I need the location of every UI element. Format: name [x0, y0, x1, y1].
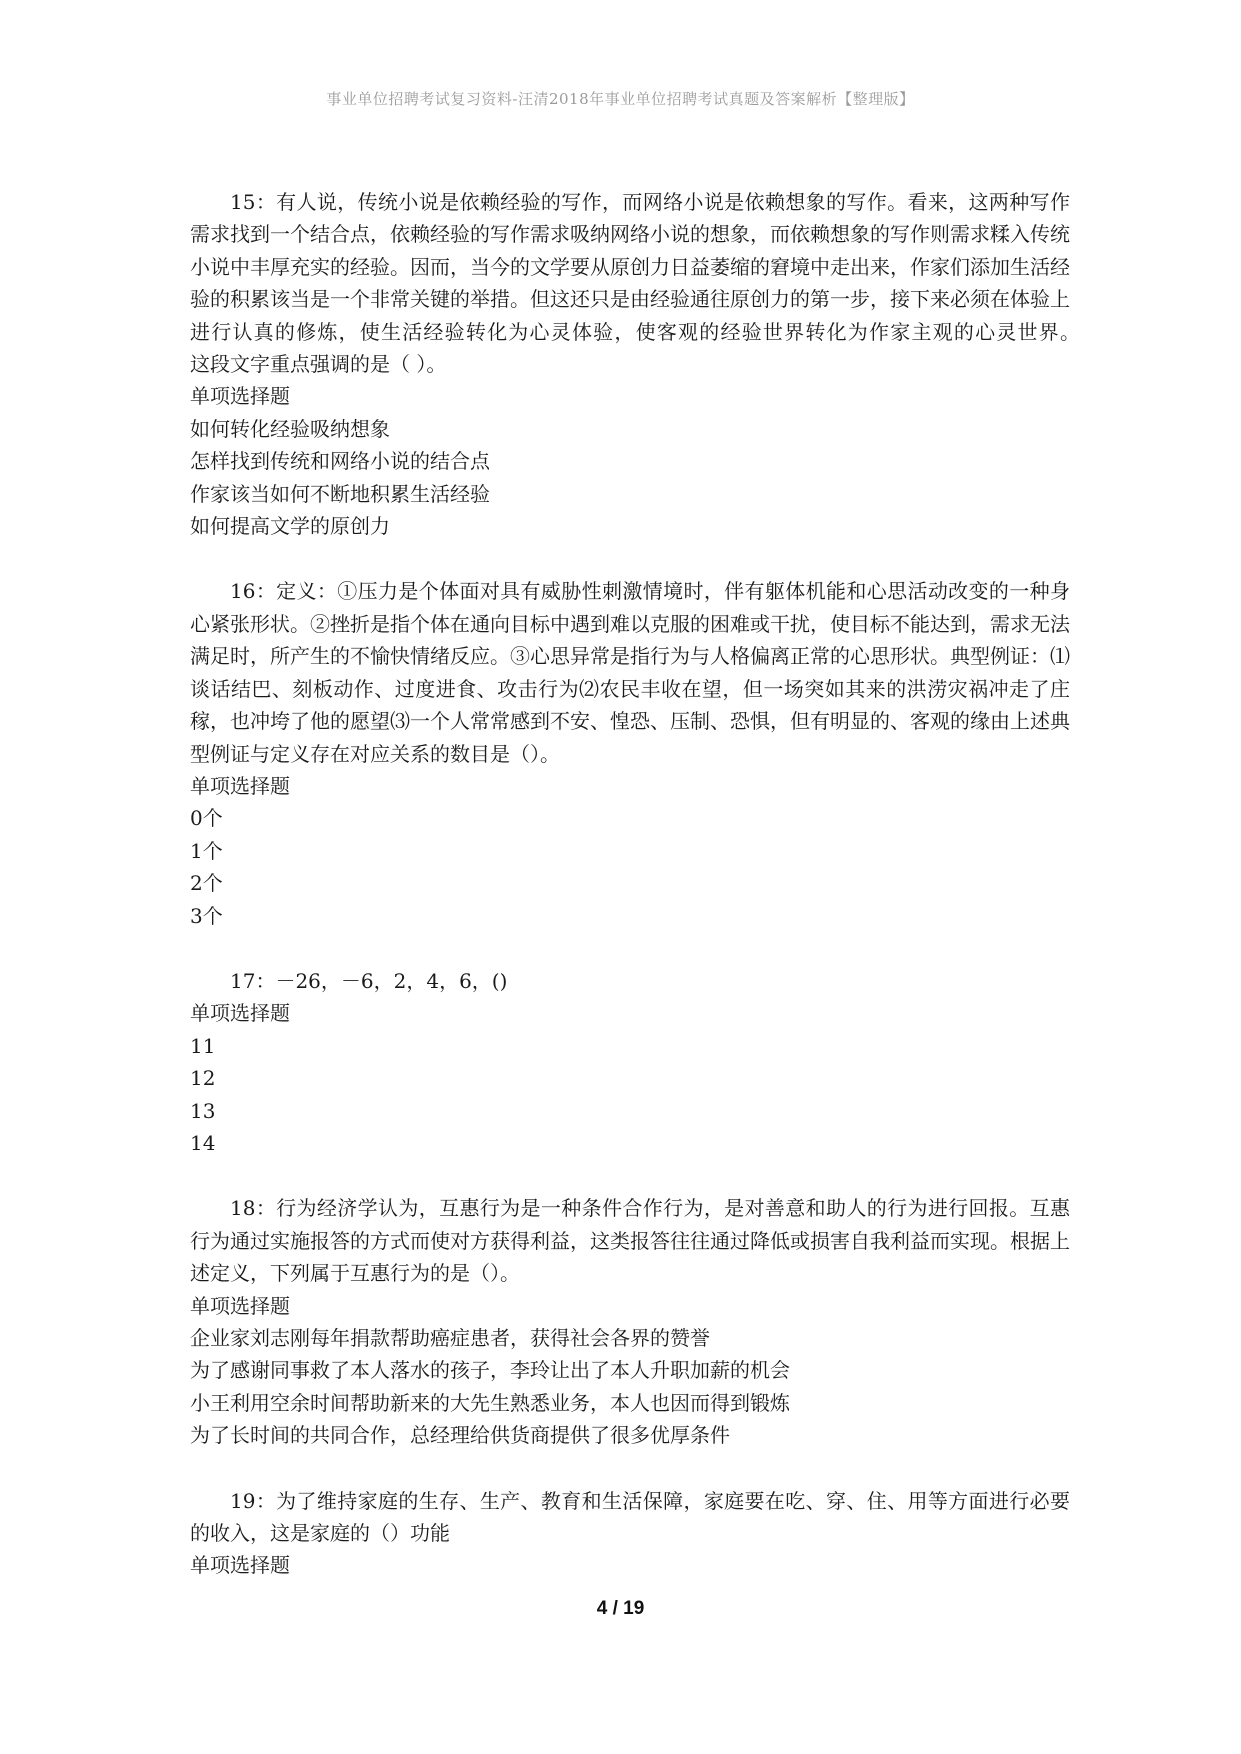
question-type: 单项选择题 — [190, 1293, 290, 1318]
document-body — [190, 186, 1110, 1615]
option: 小王利用空余时间帮助新来的大先生熟悉业务，本人也因而得到锻炼 — [190, 1390, 790, 1415]
question-stem: 15：有人说，传统小说是依赖经验的写作，而网络小说是依赖想象的写作。看来，这两种写作需求找到一个结合点，依赖经验的写作需求吸纳网络小说的想象，而依赖想象的写作则需求糅入传统小说中丰厚充实的经验。因而，当今的文学要从原创力日益萎缩的窘境中走出来，作家们添加生活经验的积累该当是一个非常关键的举措。但这还只是由经验通往原创力的第一步，接下来必须在体验上进行认真的修炼，使生活经验转化为心灵体验，使客观的经验世界转化为作家主观的心灵世界。 这段文字重点强调的是（ ）。 — [190, 190, 1110, 377]
option: 14 — [190, 1130, 216, 1155]
question-19 — [190, 1485, 1070, 1582]
option: 2个 — [190, 871, 223, 896]
option: 为了感谢同事救了本人落水的孩子，李玲让出了本人升职加薪的机会 — [190, 1358, 790, 1383]
option: 1个 — [190, 838, 223, 863]
option: 怎样找到传统和网络小说的结合点 — [190, 449, 490, 474]
question-15 — [190, 186, 1110, 542]
question-16 — [190, 575, 1070, 931]
question-stem: 19：为了维持家庭的生存、生产、教育和生活保障，家庭要在吃、穿、住、用等方面进行必要的收入，这是家庭的（）功能 — [190, 1488, 1070, 1546]
option: 3个 — [190, 903, 223, 928]
question-17 — [190, 965, 1070, 1159]
option: 如何提高文学的原创力 — [190, 514, 390, 539]
option: 13 — [190, 1098, 216, 1123]
question-stem: 16：定义：①压力是个体面对具有威胁性刺激情境时，伴有躯体机能和心思活动改变的一种身心紧张形状。②挫折是指个体在通向目标中遇到难以克服的困难或干扰，使目标不能达到，需求无法满足时，所产生的不愉快情绪反应。③心思异常是指行为与人格偏离正常的心思形状。典型例证：⑴谈话结巴、刻板动作、过度进食、攻击行为⑵农民丰收在望，但一场突如其来的洪涝灾祸冲走了庄稼，也冲垮了他的愿望⑶一个人常常感到不安、惶恐、压制、恐惧，但有明显的、客观的缘由上述典型例证与定义存在对应关系的数目是（）。 — [190, 579, 1070, 766]
option: 0个 — [190, 806, 223, 831]
page-header: 事业单位招聘考试复习资料-汪清2018年事业单位招聘考试真题及答案解析【整理版】 — [326, 90, 915, 108]
question-type: 单项选择题 — [190, 384, 290, 409]
question-stem: 18：行为经济学认为，互惠行为是一种条件合作行为，是对善意和助人的行为进行回报。互惠行为通过实施报答的方式而使对方获得利益，这类报答往往通过降低或损害自我利益而实现。根据上述定义，下列属于互惠行为的是（）。 — [190, 1196, 1070, 1286]
question-18 — [190, 1192, 1070, 1451]
option: 作家该当如何不断地积累生活经验 — [190, 481, 490, 506]
option: 12 — [190, 1066, 216, 1091]
option: 如何转化经验吸纳想象 — [190, 416, 390, 441]
option: 企业家刘志刚每年捐款帮助癌症患者，获得社会各界的赞誉 — [190, 1326, 710, 1350]
page-number: 4 / 19 — [596, 1598, 645, 1619]
question-stem: 17：－26，－6，2，4，6，() — [230, 968, 508, 993]
option: 为了长时间的共同合作，总经理给供货商提供了很多优厚条件 — [190, 1423, 730, 1448]
question-type: 单项选择题 — [190, 1001, 290, 1026]
option: 11 — [190, 1033, 216, 1058]
question-type: 单项选择题 — [190, 773, 290, 798]
question-type: 单项选择题 — [190, 1553, 290, 1578]
